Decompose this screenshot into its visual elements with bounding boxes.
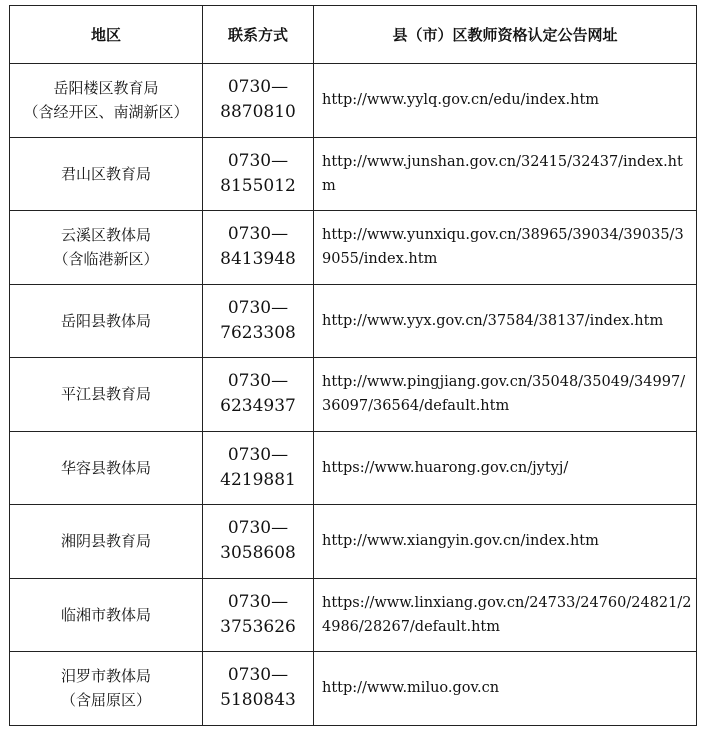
phone-cell	[203, 137, 314, 211]
phone-cell	[203, 505, 314, 579]
phone-area-code: 0730—	[227, 444, 289, 465]
url-cell[interactable]: https://www.huarong.gov.cn/jytyj/	[314, 431, 697, 505]
phone-area-code: 0730—	[227, 224, 289, 245]
url-cell[interactable]: http://www.junshan.gov.cn/32415/32437/index.htm	[314, 137, 697, 211]
phone-number: 8155012	[220, 175, 296, 196]
region-cell	[10, 431, 203, 505]
url-cell[interactable]: http://www.yylq.gov.cn/edu/index.htm	[314, 64, 697, 138]
phone-number: 3058608	[220, 543, 296, 564]
phone-number: 7623308	[220, 322, 296, 343]
table-row	[10, 284, 697, 358]
table-row	[10, 578, 697, 652]
phone-number: 3753626	[220, 616, 296, 637]
region-note: （含临港新区）	[53, 250, 159, 269]
region-cell	[10, 505, 203, 579]
table-row	[10, 652, 697, 726]
region-name: 岳阳县教体局	[60, 311, 151, 330]
phone-area-code: 0730—	[227, 591, 289, 612]
table-row	[10, 431, 697, 505]
phone-cell	[203, 64, 314, 138]
region-note: （含屈原区）	[60, 691, 151, 710]
region-name: 岳阳楼区教育局	[53, 79, 159, 98]
teacher-certification-table	[9, 5, 697, 726]
phone-cell	[203, 578, 314, 652]
region-name: 云溪区教体局	[60, 226, 151, 245]
table-row	[10, 211, 697, 285]
region-cell	[10, 64, 203, 138]
region-cell	[10, 284, 203, 358]
table-row	[10, 358, 697, 432]
phone-area-code: 0730—	[227, 665, 289, 686]
phone-number: 4219881	[220, 469, 296, 490]
phone-cell	[203, 284, 314, 358]
header-contact: 联系方式	[203, 6, 314, 64]
header-region: 地区	[10, 6, 203, 64]
region-name: 君山区教育局	[60, 164, 151, 183]
table-row	[10, 64, 697, 138]
table-row	[10, 137, 697, 211]
region-cell	[10, 358, 203, 432]
phone-cell	[203, 358, 314, 432]
phone-number: 5180843	[220, 690, 296, 711]
phone-cell	[203, 431, 314, 505]
url-cell[interactable]: http://www.xiangyin.gov.cn/index.htm	[314, 505, 697, 579]
phone-number: 6234937	[220, 396, 296, 417]
phone-area-code: 0730—	[227, 518, 289, 539]
phone-area-code: 0730—	[227, 150, 289, 171]
url-cell[interactable]: http://www.yyx.gov.cn/37584/38137/index.htm	[314, 284, 697, 358]
url-cell[interactable]: http://www.miluo.gov.cn	[314, 652, 697, 726]
region-cell	[10, 652, 203, 726]
phone-cell	[203, 211, 314, 285]
url-cell[interactable]: https://www.linxiang.gov.cn/24733/24760/24821/24986/28267/default.htm	[314, 578, 697, 652]
region-name: 临湘市教体局	[60, 605, 151, 624]
table-row	[10, 505, 697, 579]
region-name: 平江县教育局	[60, 385, 151, 404]
phone-area-code: 0730—	[227, 77, 289, 98]
region-name: 华容县教体局	[60, 458, 151, 477]
region-cell	[10, 137, 203, 211]
region-note: （含经开区、南湖新区）	[23, 103, 189, 122]
header-url: 县（市）区教师资格认定公告网址	[314, 6, 697, 64]
region-cell	[10, 211, 203, 285]
phone-area-code: 0730—	[227, 297, 289, 318]
phone-area-code: 0730—	[227, 371, 289, 392]
region-name: 汨罗市教体局	[60, 667, 151, 686]
url-cell[interactable]: http://www.yunxiqu.gov.cn/38965/39034/39035/39055/index.htm	[314, 211, 697, 285]
region-name: 湘阴县教育局	[60, 532, 151, 551]
phone-number: 8870810	[220, 102, 296, 123]
header-row	[10, 6, 697, 64]
url-cell[interactable]: http://www.pingjiang.gov.cn/35048/35049/34997/36097/36564/default.htm	[314, 358, 697, 432]
phone-cell	[203, 652, 314, 726]
phone-number: 8413948	[220, 249, 296, 270]
region-cell	[10, 578, 203, 652]
